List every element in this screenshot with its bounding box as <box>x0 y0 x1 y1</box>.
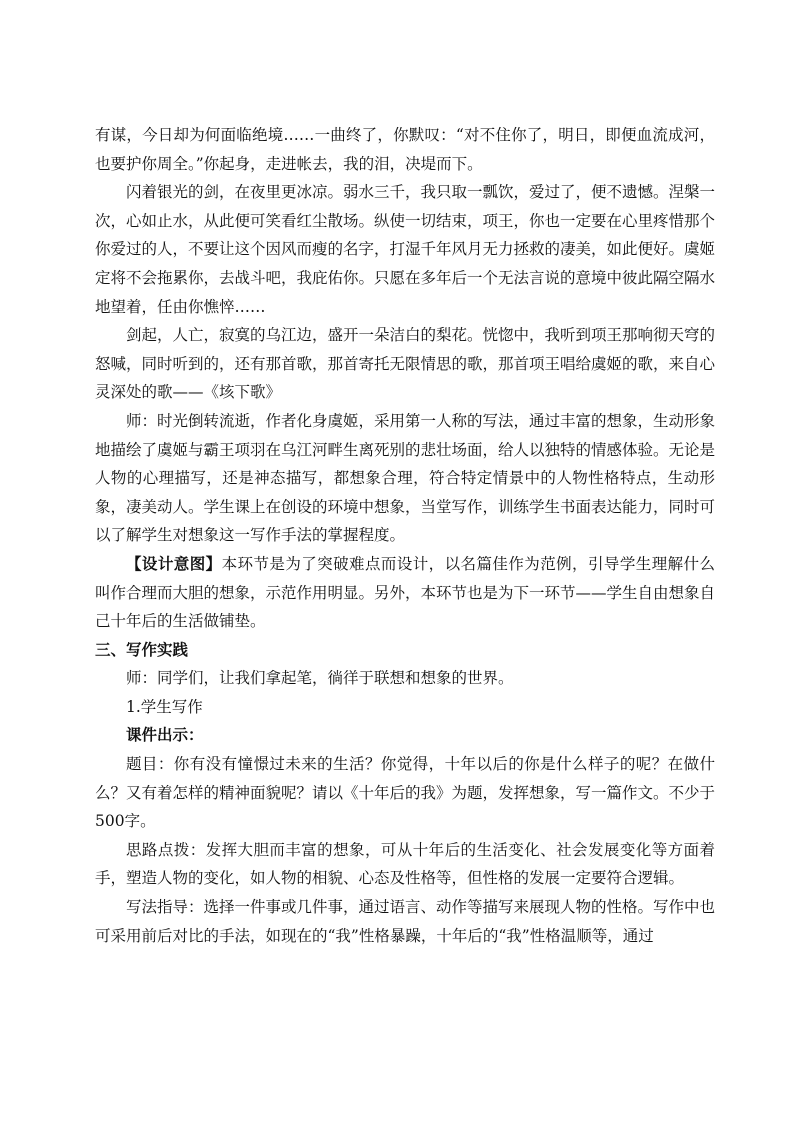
paragraph-teacher-comment: 师：时光倒转流逝，作者化身虞姬，采用第一人称的写法，通过丰富的想象，生动形象地描绘了虞姬与霸王项羽在乌江河畔生离死别的悲壮场面，给人以独特的情感体验。无论是人物的心理描写，还是神态描写，都想象合理，符合特定情景中的人物性格特点，生动形象，凄美动人。学生课上在创设的环境中想象，当堂写作，训练学生书面表达能力，同时可以了解学生对想象这一写作手法的掌握程度。 <box>95 411 716 545</box>
paragraph-continued: 有谋，今日却为何面临绝境……一曲终了，你默叹：“对不住你了，明日，即便血流成河，也要护你周全。”你起身，走进帐去，我的泪，决堤而下。 <box>95 126 715 173</box>
paragraph-design-intent <box>95 550 715 636</box>
paragraph-courseware-label: 课件出示： <box>126 725 204 745</box>
paragraph-topic: 题目：你有没有憧憬过未来的生活？你觉得，十年以后的你是什么样子的呢？在做什么？又有着怎样的精神面貌呢？请以《十年后的我》为题，发挥想象，写一篇作文。不少于500字。 <box>95 755 716 831</box>
paragraph-student-writing: 1.学生写作 <box>126 697 203 716</box>
paragraph-writing-guide: 写法指导：选择一件事或几件事，通过语言、动作等描写来展现人物的性格。写作中也可采用前后对比的手法，如现在的“我”性格暴躁，十年后的“我”性格温顺等，通过 <box>95 898 716 945</box>
paragraph-wujiang: 剑起，人亡，寂寞的乌江边，盛开一朵洁白的梨花。恍惚中，我听到项王那响彻天穹的怒喊，同时听到的，还有那首歌，那首寄托无限情思的歌，那首项王唱给虞姬的歌，来自心灵深处的歌——《垓下歌》 <box>95 326 716 402</box>
paragraph-sword: 闪着银光的剑，在夜里更冰凉。弱水三千，我只取一瓢饮，爱过了，便不遗憾。涅槃一次，心如止水，从此便可笑看红尘散场。纵使一切结束，项王，你也一定要在心里疼惜那个你爱过的人，不要让这个因风而瘦的名字，打湿千年风月无力拯救的凄美，如此便好。虞姬定将不会拖累你，去战斗吧，我庇佑你。只愿在多年后一个无法言说的意境中彼此隔空隔水地望着，任由你憔悴…… <box>95 183 716 316</box>
document-body <box>95 121 715 950</box>
design-intent-body: 本环节是为了突破难点而设计，以名篇佳作为范例，引导学生理解什么叫作合理而大胆的想象，示范作用明显。另外，本环节也是为下一环节——学生自由想象自己十年后的生活做铺垫。 <box>95 554 716 631</box>
section-heading-writing-practice: 三、写作实践 <box>95 639 189 659</box>
design-intent-label: 【设计意图】 <box>126 553 222 573</box>
paragraph-teacher-invite: 师：同学们，让我们拿起笔，徜徉于联想和想象的世界。 <box>126 669 514 688</box>
paragraph-thinking-guide: 思路点拨：发挥大胆而丰富的想象，可从十年后的生活变化、社会发展变化等方面着手，塑造人物的变化，如人物的相貌、心态及性格等，但性格的发展一定要符合逻辑。 <box>95 840 715 888</box>
